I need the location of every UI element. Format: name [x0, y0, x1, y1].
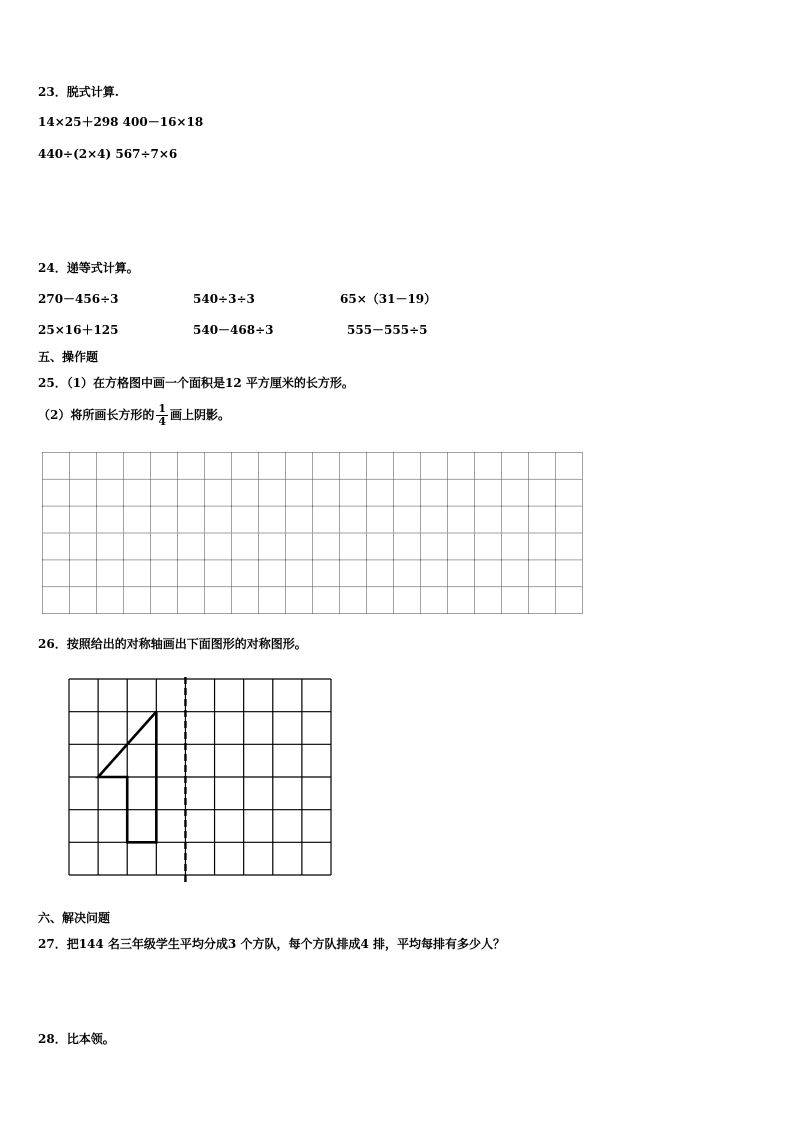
q23-expression-line-1: 14×25＋298 400－16×18 [38, 115, 204, 129]
q24-expr-2: 540÷3÷3 [193, 292, 255, 306]
quarter-fraction [156, 403, 168, 428]
q26-title: 26．按照给出的对称轴画出下面图形的对称图形。 [38, 637, 307, 651]
q24-expr-1: 270－456÷3 [38, 292, 119, 306]
section-6-title: 六、解决问题 [38, 911, 111, 925]
fraction-numerator: 1 [158, 402, 167, 415]
q26-symmetry-grid[interactable] [68, 678, 332, 884]
q24-expr-4: 25×16＋125 [38, 323, 119, 337]
q23-title: 23．脱式计算. [38, 85, 119, 99]
q27-question: 27．把144 名三年级学生平均分成3 个方队，每个方队排成4 排，平均每排有多少人？ [38, 937, 505, 951]
q24-expr-3: 65×（31－19） [340, 292, 437, 306]
q28-question: 28．比本领。 [38, 1032, 115, 1046]
q25-part-2-prefix: （2）将所画长方形的 [38, 408, 155, 422]
q24-title: 24．递等式计算。 [38, 261, 139, 275]
q23-expression-line-2: 440÷(2×4) 567÷7×6 [38, 147, 178, 161]
section-5-title: 五、操作题 [38, 350, 99, 364]
q25-part-2-suffix: 画上阴影。 [170, 408, 231, 422]
fraction-denominator: 4 [158, 415, 167, 428]
q25-part-1: 25．（1）在方格图中画一个面积是12 平方厘米的长方形。 [38, 376, 354, 390]
q24-expr-6: 555－555÷5 [347, 323, 428, 337]
q25-part-2 [38, 399, 230, 431]
q25-dotted-grid[interactable] [42, 452, 583, 614]
q24-expr-5: 540－468÷3 [193, 323, 274, 337]
